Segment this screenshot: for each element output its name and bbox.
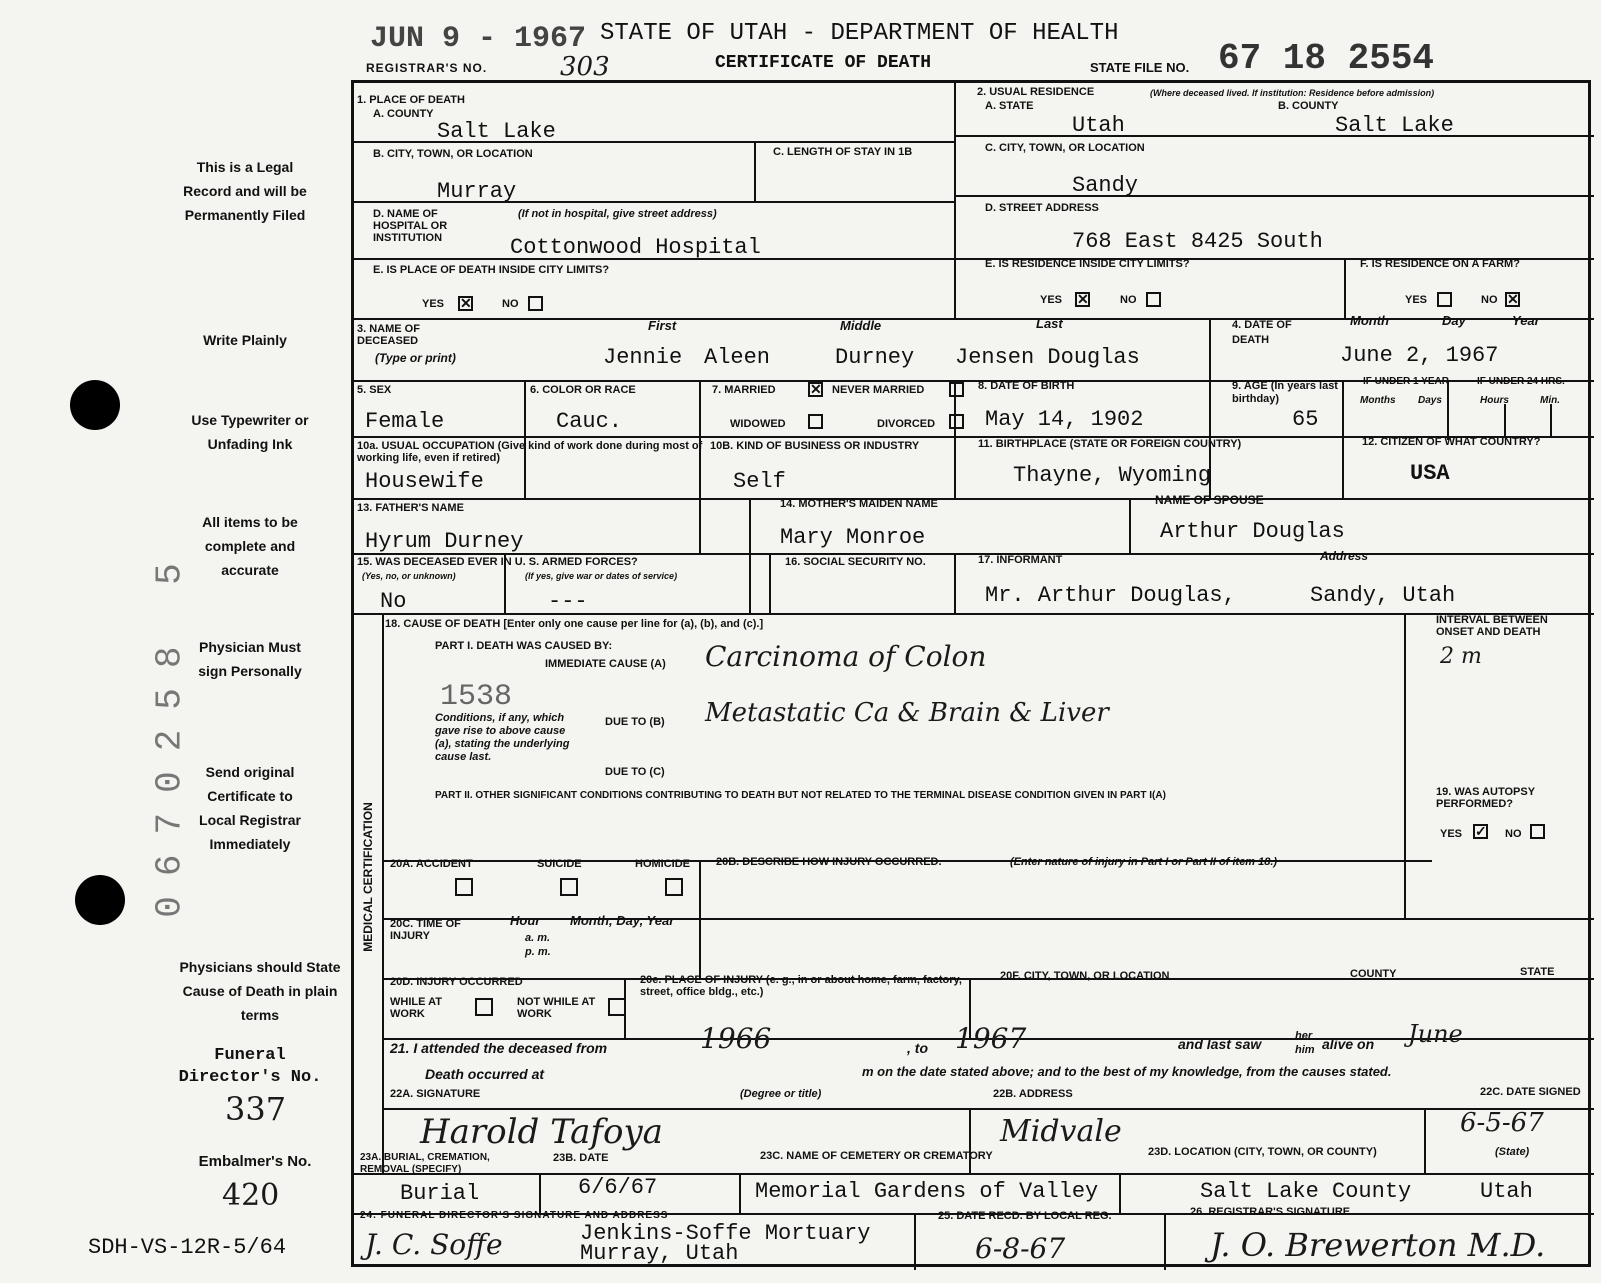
embalmer-no: 420	[222, 1178, 280, 1213]
handwriting-signature: Harold Tafoya	[420, 1112, 663, 1152]
label-city: B. CITY, TOWN, OR LOCATION	[373, 148, 533, 160]
label-ssn: 16. SOCIAL SECURITY NO.	[785, 556, 926, 568]
value-county: Salt Lake	[437, 119, 556, 144]
label-street: D. STREET ADDRESS	[985, 202, 1099, 214]
label-on-date: m on the date stated above; and to the best of my knowledge, from the causes stated.	[862, 1064, 1392, 1079]
label-autopsy: 19. WAS AUTOPSY PERFORMED?	[1436, 786, 1535, 810]
label-address: Address	[1320, 549, 1369, 563]
label-citizen: 12. CITIZEN OF WHAT COUNTRY?	[1362, 436, 1541, 448]
value-occupation: Housewife	[365, 469, 484, 494]
label-attended: 21. I attended the deceased from	[390, 1040, 608, 1056]
label-injury-how: 20B. DESCRIBE HOW INJURY OCCURRED.	[716, 856, 942, 868]
label-county-injury: COUNTY	[1350, 968, 1397, 980]
value-res-county: Salt Lake	[1335, 113, 1454, 138]
label-type-print: (Type or print)	[375, 351, 456, 365]
label-injury-how-note: (Enter nature of injury in Part I or Part II of item 18.)	[1010, 856, 1278, 868]
label-last: Last	[1036, 316, 1063, 331]
medical-certification-label: MEDICAL CERTIFICATION	[361, 802, 375, 952]
label-farm: F. IS RESIDENCE ON A FARM?	[1360, 258, 1520, 270]
label-death-occurred: Death occurred at	[425, 1066, 545, 1082]
checkbox-divorced[interactable]	[949, 414, 964, 429]
vertical-number: 0670258 5	[149, 543, 191, 918]
label-time-injury: 20C. TIME OF INJURY	[390, 918, 461, 942]
value-color: Cauc.	[556, 409, 623, 434]
received-date-stamp: JUN 9 - 1967	[370, 22, 587, 56]
label-to: , to	[907, 1040, 928, 1056]
state-title: STATE OF UTAH - DEPARTMENT OF HEALTH	[600, 20, 1119, 47]
label-res-city: C. CITY, TOWN, OR LOCATION	[985, 142, 1145, 154]
label-hour: Hour	[510, 913, 541, 928]
form-code: SDH-VS-12R-5/64	[88, 1235, 287, 1260]
value-burial: Burial	[400, 1181, 480, 1206]
label-state-injury: STATE	[1520, 966, 1555, 978]
handwriting-date-signed: 6-5-67	[1460, 1108, 1544, 1138]
value-birthplace: Thayne, Wyoming	[1013, 463, 1212, 488]
value-armed: No	[380, 589, 407, 614]
sidebar-typewriter: Use Typewriter or Unfading Ink	[191, 412, 309, 452]
label-no-2: NO	[1120, 294, 1137, 306]
label-date-recd: 25. DATE RECD. BY LOCAL REG.	[938, 1210, 1112, 1222]
label-her: her	[1295, 1030, 1313, 1042]
value-father: Hyrum Durney	[365, 529, 524, 554]
label-part2: PART II. OTHER SIGNIFICANT CONDITIONS CONTRIBUTING TO DEATH BUT NOT RELATED TO THE TERMINAL DISEASE CONDITION GIVEN IN PART I(A)	[435, 790, 1166, 801]
handwriting-attended-to: 1967	[955, 1022, 1027, 1055]
value-sex: Female	[365, 409, 445, 434]
label-business: 10B. KIND OF BUSINESS OR INDUSTRY	[710, 440, 920, 452]
label-degree: (Degree or title)	[740, 1088, 822, 1100]
value-funeral-name: Jenkins-Soffe Mortuary	[580, 1221, 871, 1246]
label-state23: (State)	[1495, 1146, 1530, 1158]
label-length-stay: C. LENGTH OF STAY IN 1B	[773, 146, 913, 158]
sidebar-write-plainly: Write Plainly	[203, 332, 287, 348]
label-immediate: IMMEDIATE CAUSE (A)	[545, 658, 666, 670]
label-year: Year	[1512, 313, 1540, 328]
label-name-deceased: 3. NAME OF DECEASED	[357, 323, 420, 347]
label-part1: PART I. DEATH WAS CAUSED BY:	[435, 640, 613, 652]
value-business: Self	[733, 469, 786, 494]
value-age: 65	[1292, 407, 1319, 432]
label-mdy: Month, Day, Year	[570, 913, 675, 928]
label-usual-residence-note: (Where deceased lived. If institution: Residence before admission)	[1150, 88, 1435, 98]
funeral-director-no: 337	[225, 1090, 287, 1128]
sidebar-send-original: Send original Certificate to Local Registrar Immediately	[199, 764, 301, 852]
label-alive-on: alive on	[1322, 1036, 1375, 1052]
label-cemetery: 23C. NAME OF CEMETERY OR CREMATORY	[760, 1150, 993, 1162]
label-res-inside: E. IS RESIDENCE INSIDE CITY LIMITS?	[985, 258, 1190, 270]
label-place-of-death: 1. PLACE OF DEATH	[357, 94, 465, 106]
label-informant: 17. INFORMANT	[978, 554, 1063, 566]
value-cemetery: Memorial Gardens of Valley	[755, 1179, 1099, 1204]
state-file-no: 67 18 2554	[1218, 38, 1435, 79]
handwriting-registrar: J. O. Brewerton M.D.	[1210, 1226, 1546, 1264]
checkbox-farm-yes[interactable]	[1437, 292, 1452, 307]
value-spouse: Arthur Douglas	[1160, 519, 1345, 544]
punch-hole-top	[70, 380, 120, 430]
label-him: him	[1295, 1044, 1315, 1056]
value-funeral-city: Murray, Utah	[580, 1241, 739, 1266]
label-occupation: 10a. USUAL OCCUPATION (Give kind of work done during most of working life, even if retired)	[357, 440, 703, 464]
label-hours: Hours	[1480, 395, 1509, 406]
label-widowed: WIDOWED	[730, 418, 786, 430]
checkbox-accident[interactable]	[455, 878, 473, 896]
value-informant-address: Sandy, Utah	[1310, 583, 1456, 608]
checkbox-autopsy-yes[interactable]: ✓	[1475, 823, 1487, 839]
sidebar-physicians-should: Physicians should State Cause of Death in plain terms	[179, 959, 341, 1023]
label-res-county: B. COUNTY	[1278, 100, 1339, 112]
label-sex: 5. SEX	[357, 384, 392, 396]
label-am: a. m.	[525, 932, 551, 944]
handwriting-attended-from: 1966	[700, 1022, 772, 1055]
checkbox-res-inside-no[interactable]	[1146, 292, 1161, 307]
label-day: Day	[1442, 313, 1466, 328]
checkbox-farm-no[interactable]: ✕	[1507, 291, 1519, 307]
value-citizen: USA	[1410, 461, 1450, 486]
punch-hole-bottom	[75, 875, 125, 925]
label-suicide: SUICIDE	[537, 858, 582, 870]
stamp-1538: 1538	[440, 680, 513, 714]
checkbox-not-work[interactable]	[608, 998, 626, 1016]
label-cause: 18. CAUSE OF DEATH [Enter only one cause per line for (a), (b), and (c).]	[385, 618, 764, 630]
value-name-first: Jennie	[603, 345, 683, 370]
value-informant: Mr. Arthur Douglas,	[985, 583, 1236, 608]
handwriting-funeral-sig: J. C. Soffe	[365, 1228, 503, 1261]
label-father: 13. FATHER'S NAME	[357, 502, 464, 514]
label-armed-note: (Yes, no, or unknown)	[362, 571, 456, 581]
label-not-work: NOT WHILE AT WORK	[517, 996, 596, 1020]
label-date23: 23B. DATE	[553, 1152, 609, 1164]
checkbox-while-work[interactable]	[475, 998, 493, 1016]
label-yes-1: YES	[422, 298, 445, 310]
sidebar-items-complete: All items to be complete and accurate	[202, 514, 298, 578]
label-yes-2: YES	[1040, 294, 1063, 306]
label-county: A. COUNTY	[373, 108, 434, 120]
label-yes-3: YES	[1405, 294, 1428, 306]
value-hospital: Cottonwood Hospital	[510, 235, 761, 260]
label-married: 7. MARRIED	[712, 384, 776, 396]
checkbox-widowed[interactable]	[808, 414, 823, 429]
label-city-injury: 20F. CITY, TOWN, OR LOCATION	[1000, 970, 1170, 982]
value-location: Salt Lake County	[1200, 1179, 1412, 1204]
label-never-married: NEVER MARRIED	[832, 384, 925, 396]
label-accident: 20A. ACCIDENT	[390, 858, 473, 870]
label-burial: 23A. BURIAL, CREMATION, REMOVAL (SPECIFY)	[360, 1152, 490, 1175]
value-armed-service: ---	[548, 589, 588, 614]
label-last-saw: and last saw	[1178, 1036, 1262, 1052]
label-no-3: NO	[1481, 294, 1498, 306]
registrar-no-label: REGISTRAR'S NO.	[366, 61, 488, 75]
label-spouse: NAME OF SPOUSE	[1155, 493, 1264, 507]
label-armed-note2: (If yes, give war or dates of service)	[525, 571, 678, 581]
label-injury-occurred: 20D. INJURY OCCURRED	[390, 976, 523, 988]
label-place-injury: 20e. PLACE OF INJURY (e. g., in or about home, farm, factory, street, office bldg., etc.)	[640, 974, 962, 998]
sidebar-legal-record: This is a Legal Record and will be Permanently Filed	[183, 159, 307, 223]
state-file-label: STATE FILE NO.	[1090, 60, 1190, 75]
funeral-director-no-label: Funeral Director's No.	[178, 1046, 322, 1087]
label-divorced: DIVORCED	[877, 418, 936, 430]
handwriting-due-b: Metastatic Ca & Brain & Liver	[705, 698, 1109, 728]
checkbox-homicide[interactable]	[665, 878, 683, 896]
handwriting-alive-on: June	[1408, 1020, 1463, 1048]
checkbox-inside-city-no[interactable]	[528, 296, 543, 311]
label-pm: p. m.	[525, 946, 551, 958]
label-yes-autopsy: YES	[1440, 828, 1463, 840]
certificate-title: CERTIFICATE OF DEATH	[715, 53, 932, 73]
label-age: 9. AGE (In years last birthday)	[1232, 380, 1338, 405]
label-month: Month	[1350, 313, 1389, 328]
registrar-no: 303	[560, 52, 610, 82]
label-middle: Middle	[840, 318, 882, 333]
label-due-c: DUE TO (C)	[605, 766, 665, 778]
checkbox-res-inside-yes[interactable]: ✕	[1077, 291, 1089, 307]
sidebar-physician-sign: Physician Must sign Personally	[198, 639, 302, 679]
value-res-state: Utah	[1072, 113, 1125, 138]
label-under-1yr: IF UNDER 1 YEAR	[1363, 376, 1449, 387]
label-address22: 22B. ADDRESS	[993, 1088, 1073, 1100]
value-street: 768 East 8425 South	[1072, 229, 1323, 254]
label-while-work: WHILE AT WORK	[390, 996, 442, 1020]
label-inside-city: E. IS PLACE OF DEATH INSIDE CITY LIMITS?	[373, 264, 610, 276]
checkbox-autopsy-no[interactable]	[1530, 824, 1545, 839]
value-dob: May 14, 1902	[985, 407, 1144, 432]
label-date-death: 4. DATE OF DEATH	[1232, 319, 1292, 346]
value-name-last: Durney	[835, 345, 915, 370]
value-burial-date: 6/6/67	[578, 1175, 658, 1200]
handwriting-date-recd: 6-8-67	[975, 1232, 1066, 1265]
checkbox-suicide[interactable]	[560, 878, 578, 896]
label-res-state: A. STATE	[985, 100, 1034, 112]
label-no-autopsy: NO	[1505, 828, 1522, 840]
value-name-middle: Aleen	[704, 345, 771, 370]
checkbox-married[interactable]: ✕	[810, 381, 822, 397]
label-signature: 22A. SIGNATURE	[390, 1088, 481, 1100]
value-mother: Mary Monroe	[780, 525, 926, 550]
label-conditions: Conditions, if any, which gave rise to above cause (a), stating the underlying cause last.	[435, 712, 570, 763]
label-location: 23D. LOCATION (CITY, TOWN, OR COUNTY)	[1148, 1146, 1377, 1158]
checkbox-inside-city-yes[interactable]: ✕	[460, 295, 472, 311]
handwriting-interval: 2 m	[1440, 644, 1482, 669]
label-homicide: HOMICIDE	[635, 858, 690, 870]
label-months: Months	[1360, 395, 1396, 406]
label-no-1: NO	[502, 298, 519, 310]
label-hospital: D. NAME OF HOSPITAL OR INSTITUTION	[373, 208, 448, 244]
label-mother: 14. MOTHER'S MAIDEN NAME	[780, 498, 938, 510]
value-res-city: Sandy	[1072, 173, 1139, 198]
label-under-24: IF UNDER 24 HRS.	[1477, 376, 1565, 387]
value-name-extra: Jensen Douglas	[955, 345, 1140, 370]
checkbox-never-married[interactable]	[949, 382, 964, 397]
label-interval: INTERVAL BETWEEN ONSET AND DEATH	[1436, 614, 1548, 638]
label-due-b: DUE TO (B)	[605, 716, 665, 728]
handwriting-address: Midvale	[1000, 1114, 1122, 1149]
label-date-signed: 22C. DATE SIGNED	[1480, 1086, 1581, 1098]
label-birthplace: 11. BIRTHPLACE (STATE OR FOREIGN COUNTRY)	[978, 438, 1242, 450]
label-first: First	[648, 318, 677, 333]
label-registrar-sig: 26. REGISTRAR'S SIGNATURE	[1190, 1206, 1351, 1218]
label-days: Days	[1418, 395, 1442, 406]
value-date-death: June 2, 1967	[1340, 343, 1499, 368]
value-state23: Utah	[1480, 1179, 1533, 1204]
label-usual-residence: 2. USUAL RESIDENCE	[977, 86, 1095, 98]
label-armed: 15. WAS DECEASED EVER IN U. S. ARMED FORCES?	[357, 556, 638, 568]
embalmer-no-label: Embalmer's No.	[198, 1153, 312, 1170]
handwriting-immediate-cause: Carcinoma of Colon	[705, 640, 987, 673]
label-dob: 8. DATE OF BIRTH	[978, 380, 1075, 392]
label-hospital-note: (If not in hospital, give street address)	[518, 208, 717, 220]
label-color: 6. COLOR OR RACE	[530, 384, 636, 396]
label-min: Min.	[1540, 395, 1560, 406]
value-city: Murray	[437, 179, 517, 204]
label-funeral-sig: 24. FUNERAL DIRECTOR'S SIGNATURE AND ADDRESS	[360, 1210, 669, 1221]
